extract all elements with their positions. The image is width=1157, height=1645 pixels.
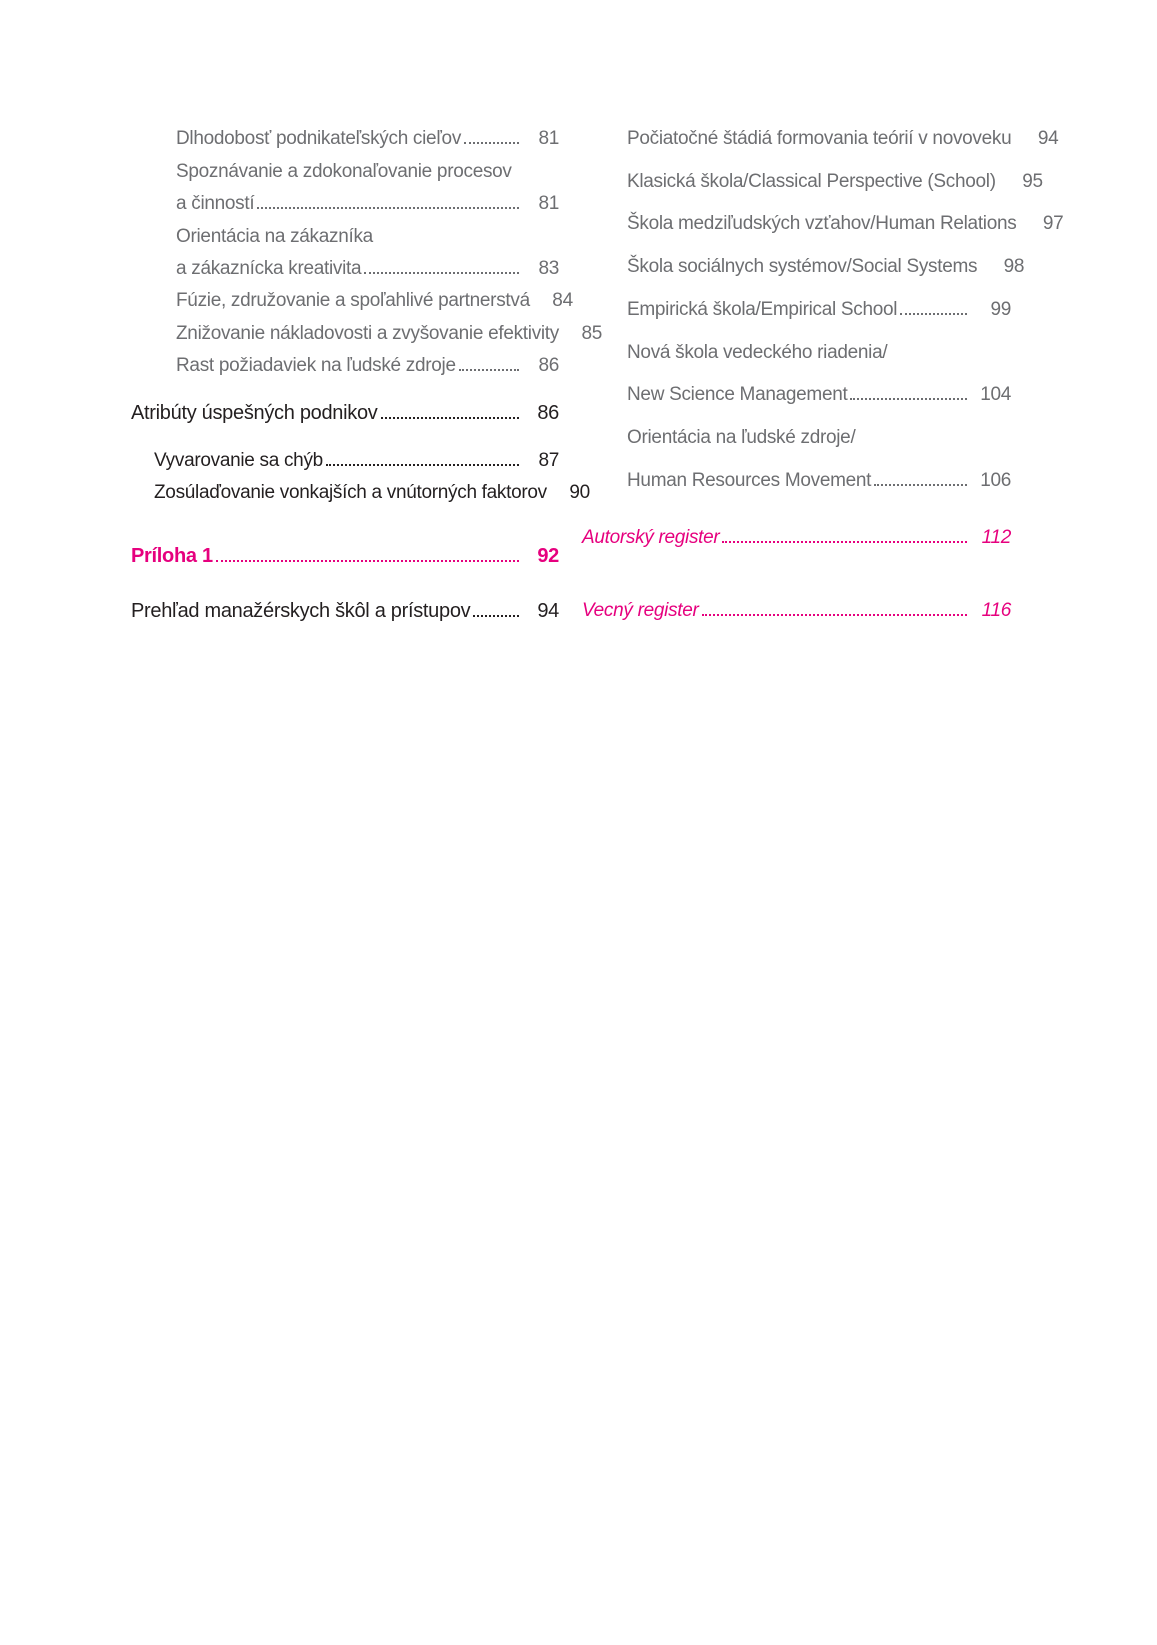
toc-entry-page: 104 (980, 384, 1011, 405)
toc-entry[interactable] (176, 323, 602, 345)
toc-entry[interactable] (154, 450, 559, 472)
toc-entry[interactable] (176, 193, 559, 215)
toc-entry-page: 94 (1037, 128, 1059, 149)
toc-entry-label: Zosúlaďovanie vonkajších a vnútorných faktorov (154, 482, 547, 503)
toc-entry-page: 98 (1003, 256, 1025, 277)
toc-entry-label: a zákaznícka kreativita (176, 258, 362, 279)
toc-entry-page: 81 (538, 128, 559, 149)
leader-dots (702, 614, 967, 616)
toc-entry[interactable] (627, 213, 1064, 235)
leader-dots (326, 464, 519, 466)
toc-entry-page: 83 (538, 258, 559, 279)
leader-dots (850, 398, 967, 400)
toc-entry-page: 86 (538, 355, 559, 376)
toc-entry-label: Klasická škola/Classical Perspective (School) (627, 171, 996, 192)
toc-entry-label: Vyvarovanie sa chýb (154, 450, 323, 471)
toc-entry-label: Škola sociálnych systémov/Social Systems (627, 256, 978, 277)
toc-entry[interactable] (627, 384, 1011, 406)
toc-entry-page: 95 (1022, 171, 1043, 192)
toc-entry[interactable] (627, 171, 1043, 193)
toc-entry-label: Príloha 1 (131, 545, 213, 567)
toc-entry-label: Empirická škola/Empirical School (627, 299, 898, 320)
toc-entry-label: New Science Management (627, 384, 848, 405)
toc-subject-index-entry[interactable] (582, 600, 1011, 622)
toc-author-index-entry[interactable] (582, 527, 1011, 549)
toc-entry-page: 90 (569, 482, 590, 503)
toc-appendix-entry[interactable] (131, 545, 559, 568)
toc-entry-label: Fúzie, združovanie a spoľahlivé partnerstvá (176, 290, 530, 311)
toc-entry-page: 81 (538, 193, 559, 214)
toc-entry-label-line1: Orientácia na zákazníka (176, 226, 373, 247)
toc-entry-page: 112 (981, 527, 1011, 548)
toc-entry[interactable] (176, 258, 559, 280)
toc-entry-page: 94 (537, 600, 559, 622)
toc-entry-label: Počiatočné štádiá formovania teórií v novoveku (627, 128, 1012, 149)
toc-entry-label-line1: Orientácia na ľudské zdroje/ (627, 427, 856, 448)
toc-entry[interactable] (176, 355, 559, 377)
toc-entry-label: Znižovanie nákladovosti a zvyšovanie efektivity (176, 323, 559, 344)
leader-dots (381, 417, 520, 419)
leader-dots (874, 484, 967, 486)
toc-entry-page: 87 (538, 450, 559, 471)
toc-entry-label: Škola medziľudských vzťahov/Human Relations (627, 213, 1017, 234)
toc-entry-label: Prehľad manažérskych škôl a prístupov (131, 600, 471, 622)
toc-entry-page: 84 (552, 290, 573, 311)
leader-dots (364, 272, 519, 274)
toc-entry[interactable] (627, 299, 1011, 321)
toc-entry[interactable] (176, 290, 573, 312)
toc-section-entry[interactable] (131, 600, 559, 623)
toc-entry[interactable] (627, 470, 1011, 492)
toc-entry-label: Vecný register (582, 600, 699, 621)
leader-dots (216, 560, 519, 562)
toc-entry-page: 85 (581, 323, 602, 344)
toc-entry-page: 106 (980, 470, 1011, 491)
toc-entry-page: 86 (537, 402, 559, 424)
toc-entry-page: 92 (537, 545, 559, 567)
toc-entry-label: Atribúty úspešných podnikov (131, 402, 378, 424)
toc-entry-label-line1: Nová škola vedeckého riadenia/ (627, 342, 888, 363)
toc-section-entry[interactable] (131, 402, 559, 425)
toc-entry[interactable] (627, 128, 1059, 150)
leader-dots (459, 369, 519, 371)
toc-entry-label: Autorský register (582, 527, 720, 548)
toc-entry[interactable] (154, 482, 590, 504)
toc-entry-label: Human Resources Movement (627, 470, 872, 491)
toc-entry-page: 97 (1042, 213, 1064, 234)
toc-entry-page: 99 (990, 299, 1011, 320)
toc-entry-label: Rast požiadaviek na ľudské zdroje (176, 355, 456, 376)
leader-dots (722, 541, 967, 543)
toc-entry-page: 116 (981, 600, 1011, 621)
leader-dots (473, 615, 519, 617)
toc-entry-label: Dlhodobosť podnikateľských cieľov (176, 128, 462, 149)
leader-dots (900, 313, 967, 315)
toc-entry-label: a činností (176, 193, 255, 214)
toc-entry[interactable] (627, 256, 1025, 278)
toc-entry[interactable] (176, 128, 559, 150)
leader-dots (257, 207, 519, 209)
toc-entry-label-line1: Spoznávanie a zdokonaľovanie procesov (176, 161, 512, 182)
leader-dots (464, 142, 519, 144)
